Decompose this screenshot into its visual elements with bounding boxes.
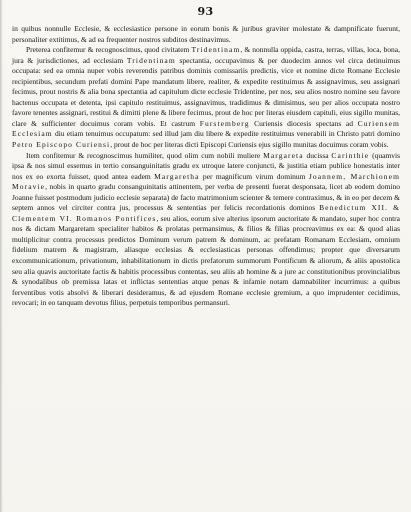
page-number: 93 [197, 5, 214, 18]
scan-edge-shadow [0, 0, 3, 512]
text-segment: , prout de hoc per literas dicti Episcopi Curiensis ejus sigillo munitas docuimus coram vobis. [110, 140, 389, 150]
body-text [12, 24, 400, 309]
text-segment: Curiensis diocesis spectans ad [249, 118, 358, 128]
text-segment: per magnificum virum dominum [199, 171, 309, 181]
spaced-name: Margareta [263, 150, 304, 160]
text-segment: , seu alios, eorum sive alterius ipsorum auctoritate & mandato, super hoc contra nos & dictam Margaretam specialiter habitos & prolatas permansimus, & filios & filias procreavimus ex ea: & quod alias multiplicitur contra processus predictos Dominum verum patrem & dominum, ac prefatam Romanam Ecclesiam, omnium fidelium matrem & magistram, aliasque ecclesias & ecclesiasticas personas offendimus; propter que diversarum excommunicationum, privationum, inhabilitationum in dictis prefatorum summorum Pontificum & aliorum, & aliis apostolica seu alia quavis auctoritate factis & habitis processibus contentas, seu aliis ab homine & a jure ac constitutionibus provincialibus & synodalibus ob premissa latas et inflictas sententias atque penas & infamie notam damnabiliter incurrimus: a quibus ferventibus votis absolvi & liberari desideramus, & ad ejusdem Romane ecclesie gremium, a quo imprudenter cecidimus, revocari; in eo tanquam devotus filius, perpetuis temporibus permansuri. [12, 213, 400, 308]
spaced-name: Curiensem Ecclesiam [12, 118, 400, 139]
spaced-name: Joannem, Marchionem Moravie [12, 171, 400, 192]
text-segment: ducissa [303, 150, 332, 160]
text-segment: diu etiam tenuimus occupatum: sed illud jam diu libere & expedite restituimus venerabili in Christo patri domino [52, 129, 400, 139]
text-segment: (quamvis ipsa & nos simul essemus in tertio consanguinitatis gradu ex utroque latere conjuncti, & justitia etiam publice honestatis inter nos ex eo exorta fuisset, quod antea eadem [12, 150, 400, 181]
spaced-name: Tridentinam [126, 55, 176, 65]
text-segment: Item confitemur & recognoscimus humiliter, quod olim cum nobili muliere [26, 150, 264, 160]
spaced-name: Petro Episcopo Curiensi [12, 140, 111, 150]
spaced-name: Tridentinam [191, 45, 241, 55]
text-segment: in quibus nonnulle Ecclesie, & ecclesiastice persone in eorum bonis & juribus graviter molestate & dampnificate fuerunt, personaliter extitimus, & ad ea frequenter nostros subditos destinavimus. [12, 24, 400, 44]
spaced-name: Benedictum XII. & Clementem VI. Romanos Pontifices [12, 203, 401, 223]
spaced-name: Furstemberg [199, 118, 250, 128]
text-segment: Preterea confitemur & recognoscimus, quod civitatem [26, 45, 192, 55]
text-segment: spectantia, occupavimus & per duodecim annos vel circa detinuimus occupata: sed ea omnia nuper vobis reverendis patribus dominis comissariis predictis, vice et nomine dicte Romane Ecclesie recipientibus, secundum prefati domini Pape mandatum libere, realiter, & expedite restituimus & assignavimus, seu assignari fecimus, prout nostris & alia bona spectantia ad capitulum dicte ecclesie Tridentine, per nos, seu alios nostro nomine seu favore hactenus occupata et detenta, ipsi capitulo restituimus, assignavimus, tradidimus & dimisimus, seu per alios occupata nostro favore tenentes assignari, restitui & dimitti plene & libere fecimus, prout de hoc per literas eiusdem capituli, eius sigillo munitas, clare & sufficienter docuimus coram vobis. Et castrum [12, 55, 400, 128]
paragraph [12, 151, 400, 309]
spaced-name: Margaretha [154, 171, 200, 181]
paragraph [12, 24, 400, 45]
text-segment: , & nonnulla oppida, castra, terras, villas, loca, bona, jura & jurisdictiones, ad ecclesiam [12, 45, 400, 65]
spaced-name: Carinthie [331, 150, 370, 160]
paragraph [12, 45, 400, 150]
text-segment: , nobis in quarto gradu consanguinitatis attinentem, per verba de presenti fuerat desponsata, licet ab eodem domino Joanne fuisset postmodum judicio ecclesie separata) de facto matrimonium scienter & temere contraximus, & in eo per decem & septem annos vel circiter contra jus, processus & sententias per felicis recordationis dominos [12, 182, 400, 213]
